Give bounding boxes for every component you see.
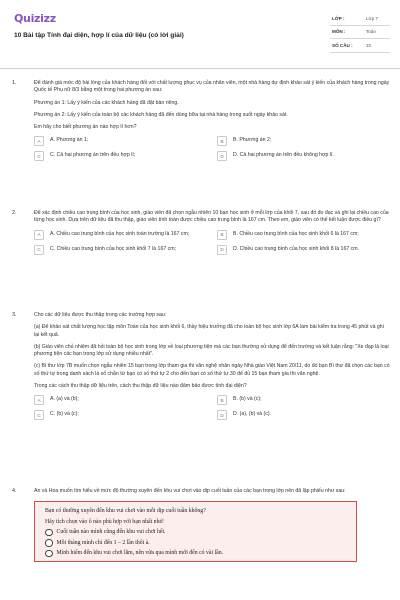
answer-option-c[interactable] xyxy=(34,411,207,420)
answer-option-c[interactable] xyxy=(34,152,207,161)
question-text: Em hãy cho biết phương án nào hợp lí hơn? xyxy=(34,124,137,131)
option-letter-badge: D xyxy=(217,410,227,420)
option-letter-badge: D xyxy=(217,245,227,255)
answer-option-b[interactable] xyxy=(217,231,390,240)
meta-row-count xyxy=(330,39,390,53)
question-3 xyxy=(12,312,392,420)
option-text: A. Phương án 1; xyxy=(50,137,89,144)
survey-question: Bạn có thường xuyên đến khu vui chơi vào mỗi dịp cuối tuần không? xyxy=(45,508,206,515)
meta-value: Toán xyxy=(366,29,376,35)
option-text: C. Chiều cao trung bình của học sinh khối 7 là 167 cm; xyxy=(50,245,177,252)
option-letter-badge: B xyxy=(217,395,227,405)
question-text: Để đánh giá mức độ hài lòng của khách hàng đối với chất lượng phục vụ của nhân viên, một nhà hàng dự định khảo sát ý kiến của khách hàng trong ngày Quốc tế Phụ nữ 8/3 bằng một trong hai phương án sau: xyxy=(34,80,390,94)
meta-value: 10 xyxy=(366,42,372,48)
radio-circle-icon[interactable] xyxy=(45,539,53,547)
option-text: A. Chiều cao trung bình của học sinh toàn trường là 167 cm; xyxy=(50,230,190,237)
quizizz-logo: Quizizz xyxy=(14,12,56,25)
option-letter-badge: B xyxy=(217,136,227,146)
answer-option-d[interactable] xyxy=(217,411,390,420)
survey-choice[interactable] xyxy=(45,538,346,549)
answer-option-a[interactable] xyxy=(34,396,207,405)
option-text: D. Chiều cao trung bình của học sinh khối 8 là 167 cm. xyxy=(233,245,360,252)
radio-circle-icon[interactable] xyxy=(45,550,53,558)
option-letter-badge: C xyxy=(34,151,44,161)
question-text: Trong các cách thu thập dữ liệu trên, cách thu thập dữ liệu nào đảm bảo được tính đại diện? xyxy=(34,383,247,390)
question-text: Để xác định chiều cao trung bình của học sinh, giáo viên đã chọn ngẫu nhiên 10 bạn học sinh ở mỗi lớp của khối 7, sau đó đo đạc và ghi lại chiều cao của từng học sinh. Dựa trên dữ liệu đã thu thập, giáo viên tính toán được chiều cao trung bình là 167 cm. Theo em, giáo viên có thể kết luận được điều gì? xyxy=(34,210,389,224)
meta-row-class xyxy=(330,12,390,26)
header-divider xyxy=(0,68,400,69)
document-title: 10 Bài tập Tính đại diện, hợp lí của dữ liệu (có lời giải) xyxy=(14,32,184,39)
question-text: (a) Để khảo sát chất lượng học tập môn Toán của học sinh khối 6, thầy hiệu trưởng đã cho toàn bộ học sinh lớp 6A làm bài kiểm tra trong 45 phút và ghi lại kết quả. xyxy=(34,324,384,338)
option-text: C. (b) và (c); xyxy=(50,411,79,418)
survey-choice-label: Cuối tuần nào mình cũng đến khu vui chơi hết. xyxy=(56,529,166,536)
survey-choice-label: Mình hiếm đến khu vui chơi lắm, nên vừa qua mình mới đến có vài lần. xyxy=(56,550,224,557)
question-text: (b) Giáo viên chủ nhiệm đã hỏi toàn bộ học sinh trong lớp về loại phương tiện mà các bạn thường sử dụng để đến trường và kết luận rằng: "Xe đạp là loại phương tiện các bạn trong lớp sử dụng nhiều nhất". xyxy=(34,343,389,358)
question-1 xyxy=(12,80,392,161)
option-text: C. Cả hai phương án trên đều hợp lí; xyxy=(50,152,136,159)
survey-instruction: Hãy tích chọn vào ô nào phù hợp với bạn nhất nhé! xyxy=(45,518,164,525)
question-number: 4. xyxy=(12,488,17,494)
meta-label: SỐ CÂU : xyxy=(332,42,353,48)
answer-option-a[interactable] xyxy=(34,231,207,240)
survey-choice-label: Mỗi tháng mình chỉ đến 1 – 2 lần thôi à. xyxy=(56,539,150,546)
option-letter-badge: B xyxy=(217,230,227,240)
option-letter-badge: A xyxy=(34,230,44,240)
survey-choice[interactable] xyxy=(45,527,346,538)
question-2 xyxy=(12,210,392,255)
radio-circle-icon[interactable] xyxy=(45,529,53,537)
option-text: B. (b) và (c); xyxy=(233,396,262,403)
question-number: 2. xyxy=(12,210,17,216)
option-text: A. (a) và (b); xyxy=(50,396,79,403)
option-letter-badge: D xyxy=(217,151,227,161)
question-text: (c) Bí thư lớp 7B muốn chọn ngẫu nhiên 15 bạn trong lớp tham gia thi văn nghệ nhân ngày Nhà giáo Việt Nam 20/11, do đó bạn Bí thư đã chọn các bạn có số thứ tự trong danh sách là số chẵn từ bạn có số thứ tự 2 cho đến bạn có số thứ tự 30 để đủ 15 bạn tham gia thi văn nghệ. xyxy=(34,363,390,377)
option-letter-badge: C xyxy=(34,410,44,420)
question-text: Phương án 2: Lấy ý kiến của toàn bộ các khách hàng đã đến dùng bữa tại nhà hàng trong suốt ngày khảo sát. xyxy=(34,111,288,118)
meta-table xyxy=(330,12,390,53)
option-text: B. Phương án 2; xyxy=(233,137,272,144)
answer-option-b[interactable] xyxy=(217,396,390,405)
answer-option-d[interactable] xyxy=(217,246,390,255)
option-text: B. Chiều cao trung bình của học sinh khối 6 là 167 cm; xyxy=(233,230,359,237)
question-4 xyxy=(12,488,392,562)
option-text: D. Cả hai phương án trên đều không hợp lí. xyxy=(233,152,334,159)
question-number: 1. xyxy=(12,80,17,86)
answer-option-c[interactable] xyxy=(34,246,207,255)
meta-label: MÔN : xyxy=(332,29,346,35)
question-text: Cho các dữ liệu được thu thập trong các trường hợp sau: xyxy=(34,312,167,318)
answer-option-b[interactable] xyxy=(217,137,390,146)
question-text: An và Hoa muốn tìm hiểu về mức độ thường xuyên đến khu vui chơi vào dịp cuối tuần của các bạn trong lớp nên đã lập phiếu như sau: xyxy=(34,488,346,494)
option-text: D. (a), (b) và (c). xyxy=(233,411,272,418)
survey-choice[interactable] xyxy=(45,548,346,559)
meta-value: Lớp 7 xyxy=(366,15,378,21)
answer-option-d[interactable] xyxy=(217,152,390,161)
question-text: Phương án 1: Lấy ý kiến của các khách hàng đã đặt bàn riêng. xyxy=(34,99,179,106)
meta-label: LỚP : xyxy=(332,15,345,21)
question-number: 3. xyxy=(12,312,17,318)
option-letter-badge: A xyxy=(34,136,44,146)
option-letter-badge: A xyxy=(34,395,44,405)
meta-row-subject xyxy=(330,26,390,40)
option-letter-badge: C xyxy=(34,245,44,255)
survey-form xyxy=(34,501,357,562)
answer-option-a[interactable] xyxy=(34,137,207,146)
document-header xyxy=(0,0,400,62)
